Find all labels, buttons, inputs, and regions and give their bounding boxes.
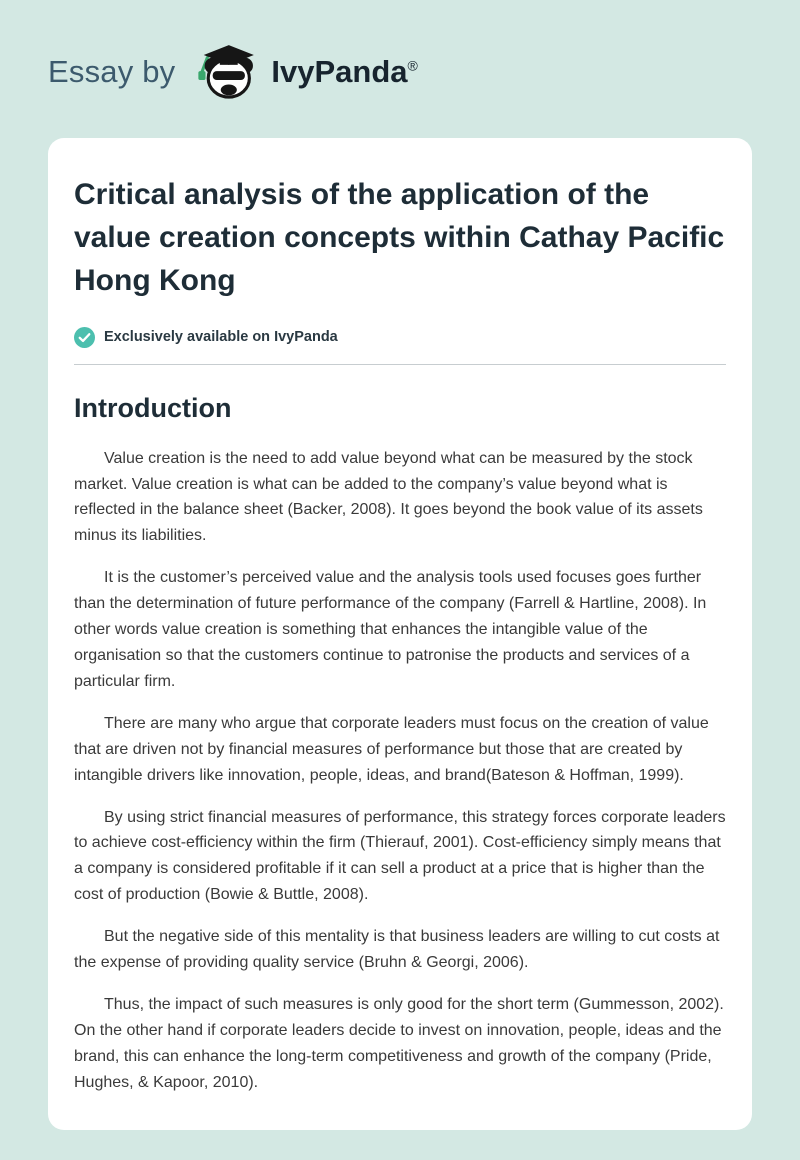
essay-paragraph: Value creation is the need to add value beyond what can be measured by the stock market. Value creation is what can be added to the company’s value beyond what is reflected in the balance sheet (Backer, 2008). It goes beyond the book value of its assets minus its liabilities. — [74, 449, 703, 545]
brand-link[interactable] — [193, 41, 417, 103]
section-heading-introduction: Introduction — [74, 392, 232, 423]
availability-badge-label: Exclusively available on IvyPanda — [104, 329, 338, 346]
brand-name: IvyPanda® — [271, 54, 418, 89]
divider — [74, 364, 726, 365]
essay-by-label: Essay by — [48, 54, 176, 89]
essay-paragraph: Thus, the impact of such measures is only good for the short term (Gummesson, 2002). On the other hand if corporate leaders decide to invest on innovation, people, ideas and the brand, this can enhance the long-term competitiveness and growth of the company (Pride, Hughes, & Kapoor, 2010). — [74, 995, 724, 1091]
essay-paragraph: It is the customer’s perceived value and the analysis tools used focuses goes further than the determination of future performance of the company (Farrell & Hartline, 2008). In other words value creation is something that enhances the intangible value of the organisation so that the customers continue to patronise the products and services of a particular firm. — [74, 569, 707, 690]
essay-card — [48, 138, 752, 1130]
registered-mark: ® — [407, 57, 418, 74]
availability-badge — [74, 327, 726, 348]
check-icon — [74, 327, 95, 348]
essay-paragraph: But the negative side of this mentality is that business leaders are willing to cut costs at the expense of providing quality service (Bruhn & Georgi, 2006). — [74, 928, 720, 972]
essay-paragraph: By using strict financial measures of performance, this strategy forces corporate leaders to achieve cost-efficiency within the firm (Thierauf, 2001). Cost-efficiency simply means that a company is considered profitable if it can sell a product at a price that is higher than the cost of production (Bowie & Buttle, 2008). — [74, 808, 726, 904]
ivypanda-logo-icon — [193, 41, 261, 103]
essay-paragraph: There are many who argue that corporate leaders must focus on the creation of value that are driven not by financial measures of performance but those that are created by intangible drivers like innovation, people, ideas, and brand(Bateson & Hoffman, 1999). — [74, 714, 709, 784]
page-title: Critical analysis of the application of the value creation concepts within Cathay Pacific Hong Kong — [74, 178, 725, 297]
site-header — [0, 0, 800, 130]
